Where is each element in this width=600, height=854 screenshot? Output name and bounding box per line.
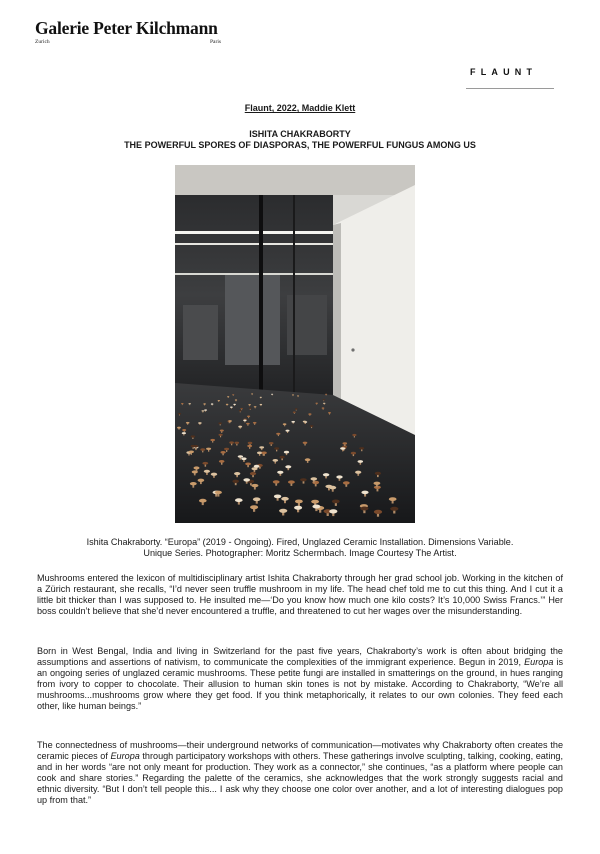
gallery-logo — [35, 20, 221, 45]
caption-line-1: Ishita Chakraborty. “Europa” (2019 - Ongoing). Fired, Unglazed Ceramic Installation. Dimensions Variable. — [86, 537, 514, 547]
body-paragraph-3 — [37, 740, 563, 806]
gallery-name: Galerie Peter Kilchmann — [35, 18, 218, 38]
p2-text-after: is an ongoing series of unglazed ceramic mushrooms. These petite fungi are installed in smatterings on the ground, in hues ranging from ivory to copper to chocolate. Their allusion to human skin tones is not by mistake. According to Chakraborty, “We’re all mushrooms...mushrooms grow where they get food. If you think metaphorically, it relates to our own colonies. They feed each other, like human beings.” — [37, 657, 563, 712]
photo-caption — [40, 537, 560, 559]
p2-artwork-title: Europa — [524, 657, 554, 668]
body-paragraph-2 — [37, 646, 563, 712]
article-title-heading: THE POWERFUL SPORES OF DIASPORAS, THE POWERFUL FUNGUS AMONG US — [124, 140, 476, 150]
gallery-city-zurich: Zurich — [35, 38, 50, 45]
body-paragraph-1: Mushrooms entered the lexicon of multidisciplinary artist Ishita Chakraborty through her grad school job. Working in the kitchen of a Zürich restaurant, she recalls, “I’d never seen truffle mushroom in my life. The head chef told me to cut this thing. And I cut it a little bit thicker than I was supposed to. He insulted me—‘Do you know how much one kilo costs? It’s 10,000 Swiss Francs.’” Her boss couldn’t believe that she’d never encountered a truffle, and threatened to cut her wages over the misunderstanding. — [37, 573, 563, 617]
gallery-city-paris: Paris — [210, 38, 221, 45]
p2-text-before: Born in West Bengal, India and living in Switzerland for the past five years, Chakraborty’s work is often about bridging the assumptions and assertions of nativism, to communicate the complexities of the immigrant experience. Begun in 2019, — [37, 646, 563, 668]
publication-logo: FLAUNT — [470, 67, 538, 77]
article-citation: Flaunt, 2022, Maddie Klett — [244, 103, 356, 113]
article-artist-heading: ISHITA CHAKRABORTY — [249, 129, 351, 139]
p3-text-after: through participatory workshops with others. These gatherings involve sculpting, talking, cooking, eating, and in her words “are not only meant for production. They work as a connector,” she continues, “as a platform where people can cook and share stories.” Regarding the palette of the ceramics, she acknowledges that the work strongly suggests racial and ethnic diversity. “But I don’t tell people this... I ask why they choose one color over another, and a lot of interesting dialogues pop up from that.” — [37, 751, 563, 806]
p3-artwork-title: Europa — [110, 751, 140, 762]
p3-text-before: The connectedness of mushrooms—their underground networks of communication—motivates why Chakraborty often creates the ceramic pieces of — [37, 740, 563, 762]
caption-line-2: Unique Series. Photographer: Moritz Schermbach. Image Courtesy The Artist. — [143, 548, 457, 558]
gallery-cities — [35, 39, 221, 45]
publication-rule — [466, 88, 554, 89]
installation-photo — [175, 165, 415, 523]
